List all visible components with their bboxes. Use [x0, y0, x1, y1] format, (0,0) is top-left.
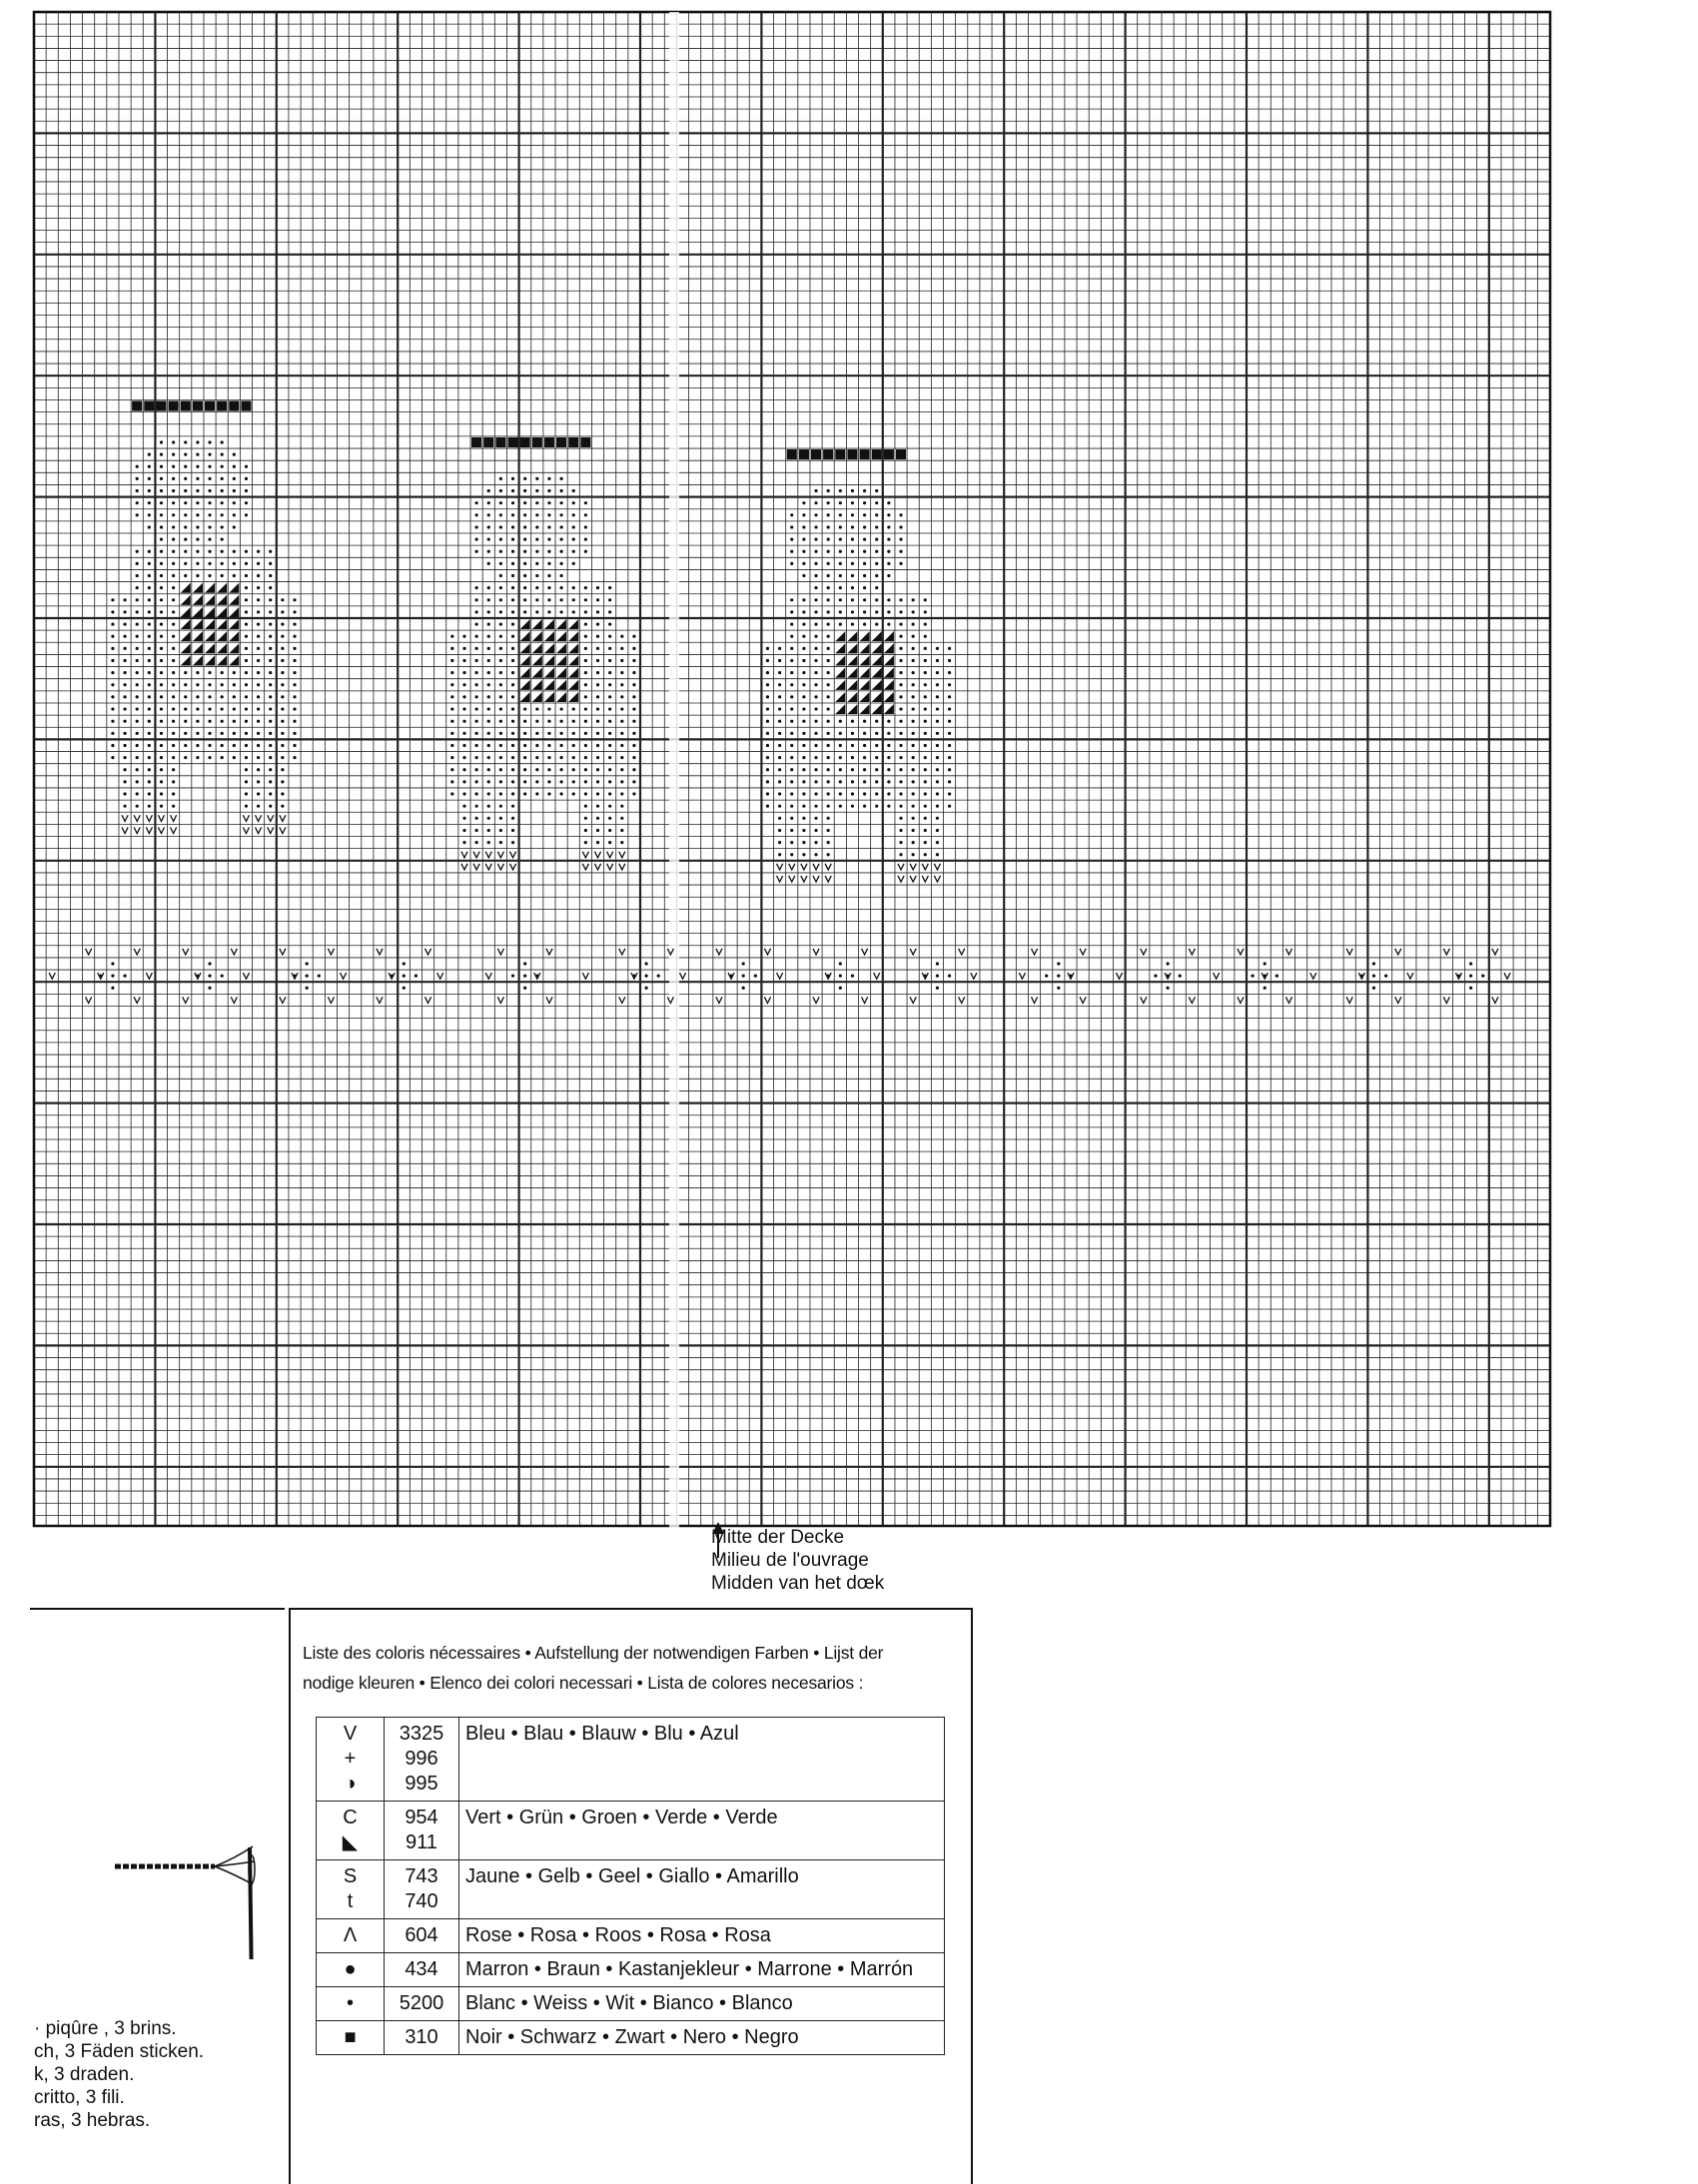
chart-center-label [711, 1526, 884, 1595]
symbol-cell: C ◣ [317, 1802, 385, 1860]
center-note-fr: Milieu de l'ouvrage [711, 1550, 869, 1571]
symbol-cell: Λ [317, 1919, 385, 1953]
center-note-de: Mitte der Decke [711, 1527, 845, 1548]
color-row-green [317, 1802, 945, 1860]
legend-header-line-1: Liste des coloris nécessaires • Aufstellung der notwendigen Farben • Lijst der [303, 1643, 884, 1663]
instr-line-fr: · piqûre , 3 brins. [34, 2018, 177, 2039]
instr-line-es: ras, 3 hebras. [34, 2110, 151, 2131]
code-cell: 434 [385, 1953, 459, 1987]
color-row-pink [317, 1919, 945, 1953]
symbol-cell: ■ [317, 2021, 385, 2055]
code-cell: 954 911 [385, 1802, 459, 1860]
color-name: Rose • Rosa • Roos • Rosa • Rosa [459, 1919, 945, 1953]
color-legend-panel [289, 1608, 973, 2184]
color-row-blue [317, 1718, 945, 1802]
color-row-brown [317, 1953, 945, 1987]
legend-header-line-2: nodige kleuren • Elenco dei colori necessari • Lista de colores necesarios : [303, 1673, 864, 1693]
stitch-instructions-panel [30, 1608, 285, 2184]
color-row-yellow [317, 1860, 945, 1919]
color-name: Noir • Schwarz • Zwart • Nero • Negro [459, 2021, 945, 2055]
code-cell: 743 740 [385, 1860, 459, 1919]
symbol-cell: V + ◑ [317, 1718, 385, 1802]
symbol-cell: • [317, 1987, 385, 2021]
instr-line-it: critto, 3 fili. [34, 2087, 125, 2108]
stitch-instructions [34, 2017, 204, 2132]
color-row-black [317, 2021, 945, 2055]
color-name: Marron • Braun • Kastanjekleur • Marrone • Marrón [459, 1953, 945, 1987]
code-cell: 604 [385, 1919, 459, 1953]
color-row-white [317, 1987, 945, 2021]
code-cell: 310 [385, 2021, 459, 2055]
chart-grid [34, 12, 1550, 1536]
color-table [316, 1717, 945, 2055]
stitch-motifs [49, 400, 1510, 1003]
needle-thread-icon [80, 1720, 295, 1959]
legend-header [303, 1638, 962, 1698]
center-note-nl: Midden van het dœk [711, 1573, 885, 1594]
color-name: Jaune • Gelb • Geel • Giallo • Amarillo [459, 1860, 945, 1919]
symbol-cell: S t [317, 1860, 385, 1919]
color-name: Bleu • Blau • Blauw • Blu • Azul [459, 1718, 945, 1802]
instr-line-nl: k, 3 draden. [34, 2064, 135, 2085]
instr-line-de: ch, 3 Fäden sticken. [34, 2041, 205, 2062]
symbol-cell: ● [317, 1953, 385, 1987]
color-name: Vert • Grün • Groen • Verde • Verde [459, 1802, 945, 1860]
code-cell: 5200 [385, 1987, 459, 2021]
code-cell: 3325 996 995 [385, 1718, 459, 1802]
color-name: Blanc • Weiss • Wit • Bianco • Blanco [459, 1987, 945, 2021]
